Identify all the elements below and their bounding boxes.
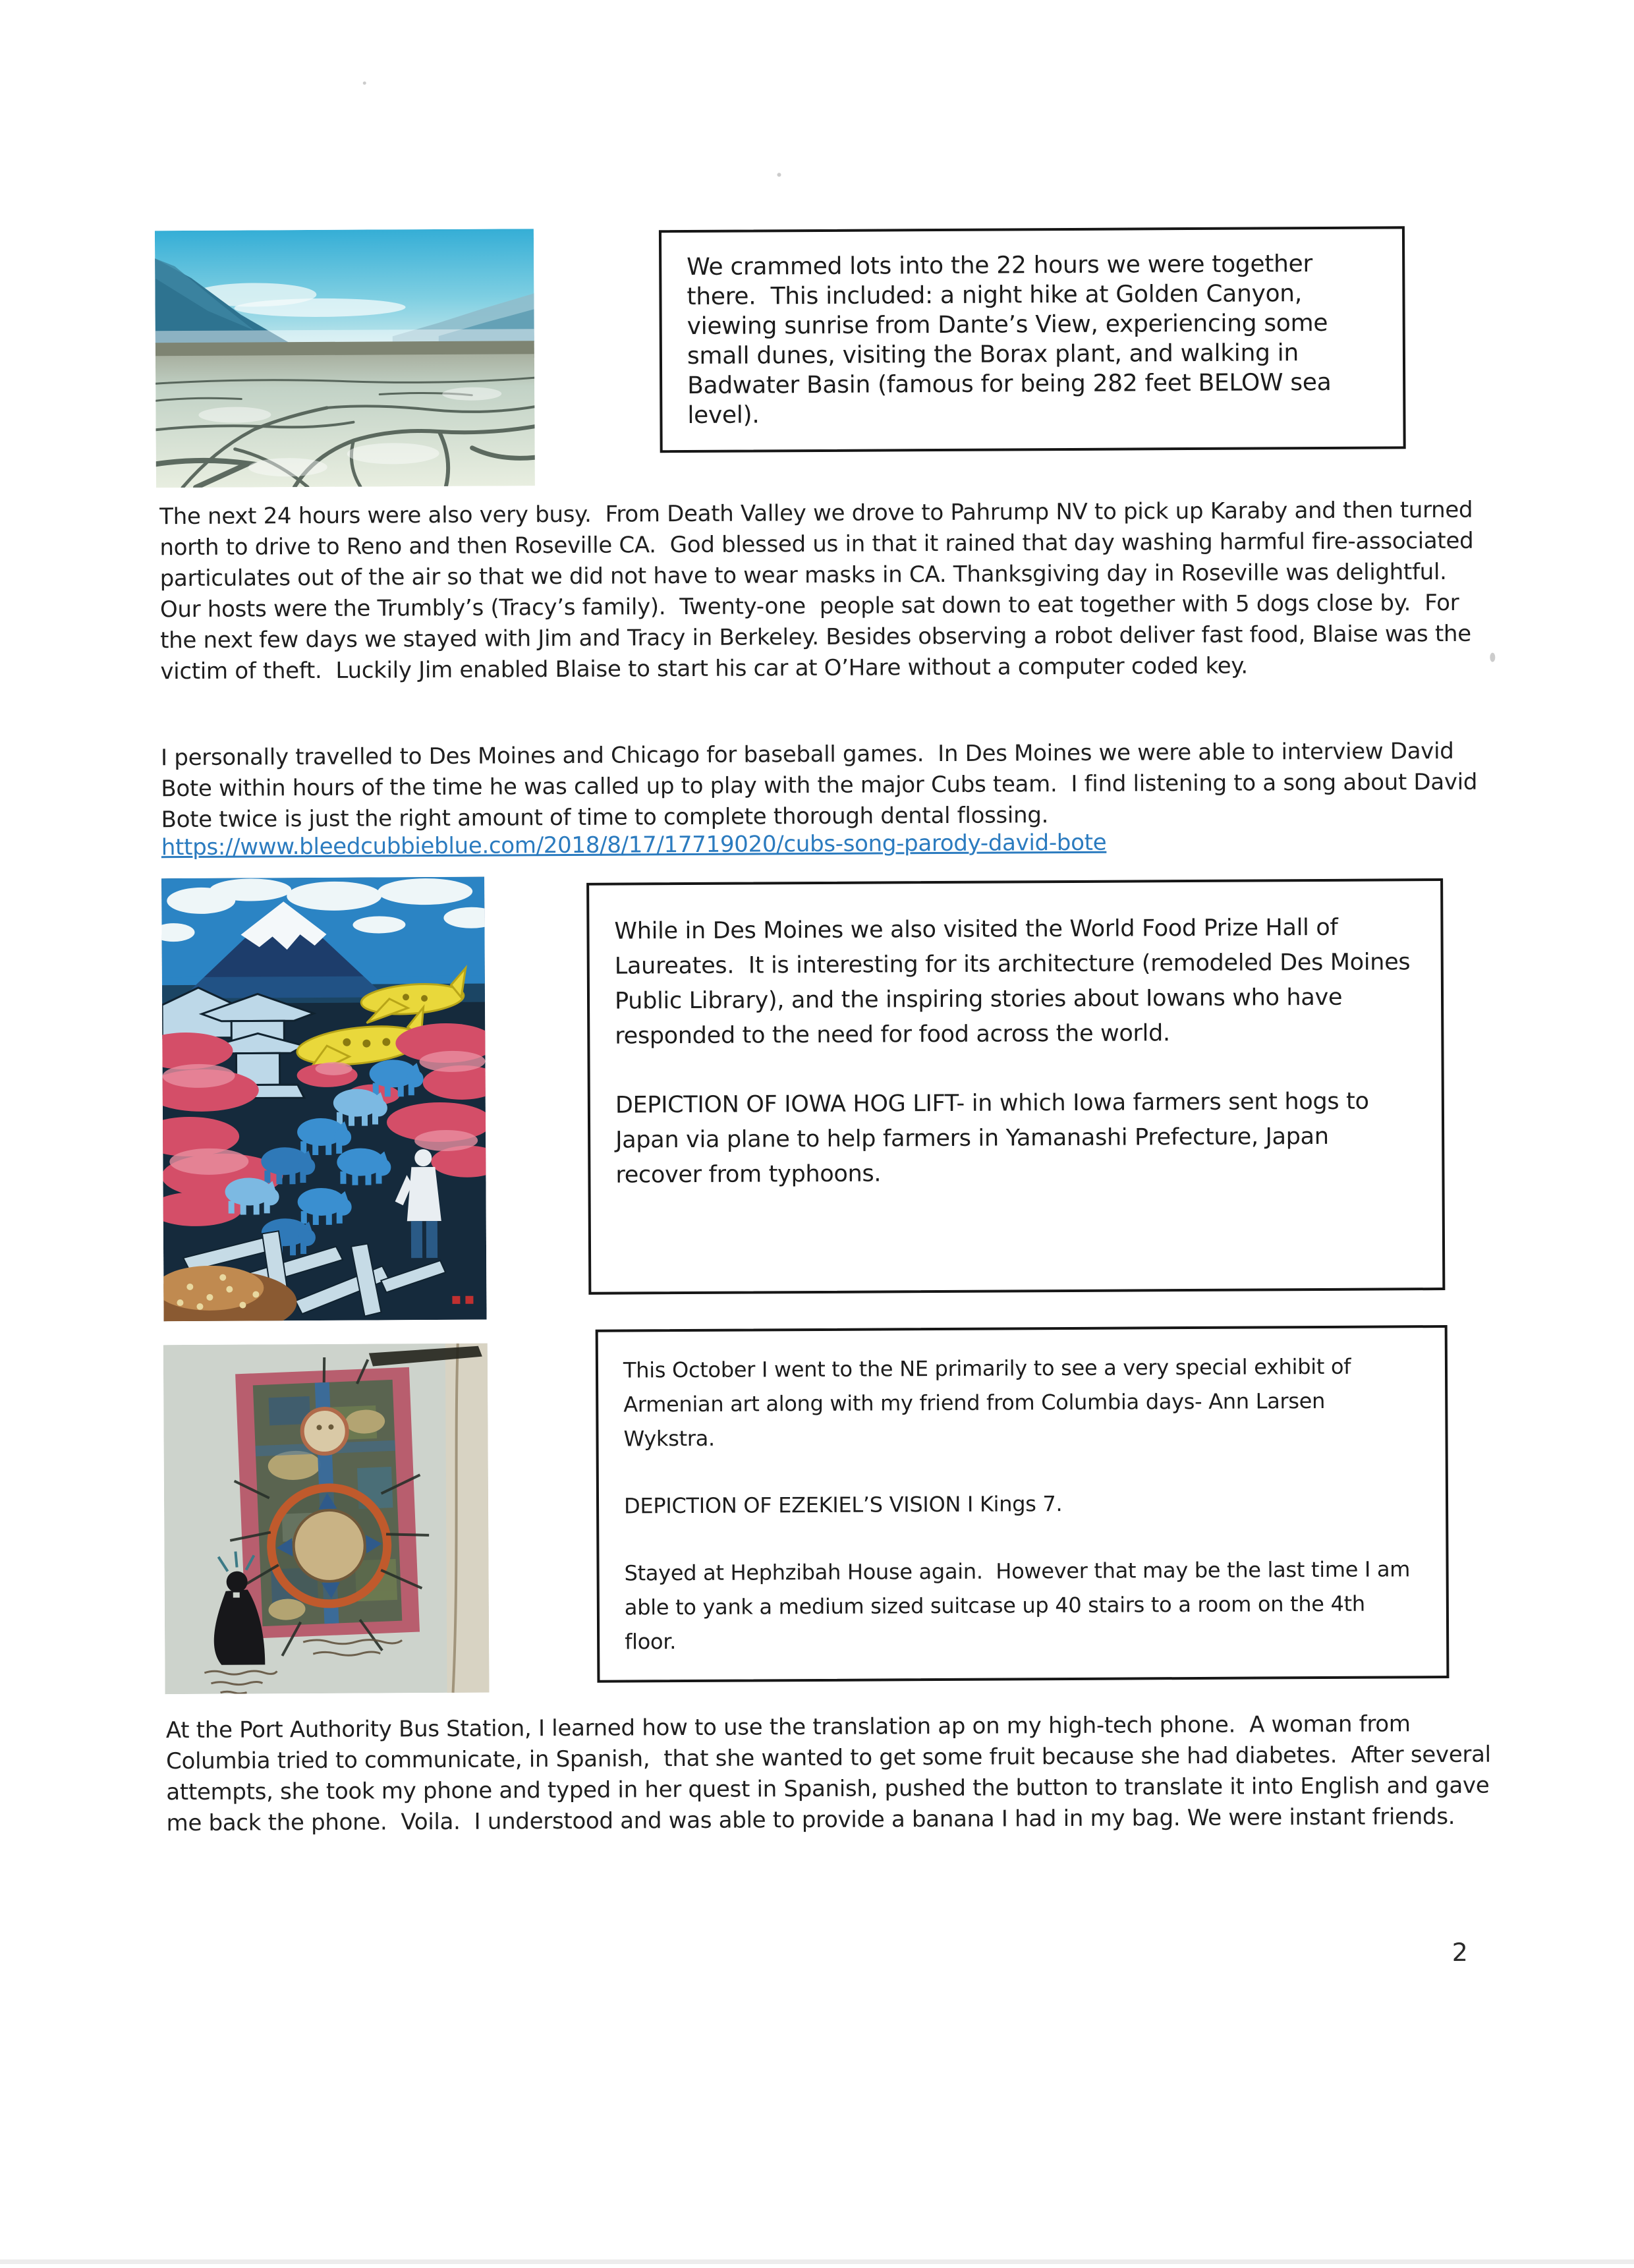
callout-hog-lift-caption: DEPICTION OF IOWA HOG LIFT- in which Iowa farmers sent hogs to Japan via plane to help farmers in Yamanashi Prefecture, Japan recover from typhoons. (615, 1088, 1376, 1189)
armenian-manuscript-image (163, 1344, 490, 1695)
callout-death-valley-text: We crammed lots into the 22 hours we were together there. This included: a night hike at Golden Canyon, viewing sunrise from Dante’s View, experiencing some small dunes, visiting the Borax plant, and walking in Badwater Basin (famous for being 282 feet BELOW sea level). (687, 250, 1339, 430)
iowa-hog-lift-print (161, 877, 487, 1322)
paragraph-port-authority: At the Port Authority Bus Station, I learned how to use the translation ap on my high-tech phone. A woman from Columbia tried to communicate, in Spanish, that she wanted to get some fruit because she had diabetes. After several attempts, she took my phone and typed in her quest in Spanish, pushed the button to translate it into English and gave me back the phone. Voila. I understood and was able to provide a banana I had in my bag. We were instant friends. (165, 1711, 1498, 1837)
paragraph-thanksgiving-trip: The next 24 hours were also very busy. From Death Valley we drove to Pahrump NV to pick up Karaby and then turned north to drive to Reno and then Roseville CA. God blessed us in that it rained that day washing harmful fire-associated particulates out of the air so that we did not have to wear masks in CA. Thanksgiving day in Roseville was delightful. Our hosts were the Trumbly’s (Tracy’s family). Twenty-one people sat down to eat together with 5 dogs close by. For the next few days we stayed with Jim and Tracy in Berkeley. Besides observing a robot deliver fast food, Blaise was the victim of theft. Luckily Jim enabled Blaise to start his car at O’Hare without a computer coded key. (159, 496, 1480, 685)
callout-world-food-prize-text: While in Des Moines we also visited the World Food Prize Hall of Laureates. It is interesting for its architecture (remodeled Des Moines Public Library), and the inspiring stories about Iowans who have responded to the need for food across the world. (614, 914, 1418, 1050)
cubs-song-parody-link[interactable]: https://www.bleedcubbieblue.com/2018/8/17/17719020/cubs-song-parody-david-bote (161, 829, 1107, 861)
scan-edge-shadow (0, 2259, 1634, 2264)
callout-death-valley (659, 226, 1406, 453)
callout-ezekiel-caption: DEPICTION OF EZEKIEL’S VISION I Kings 7. (623, 1491, 1063, 1519)
badwater-basin-photo (155, 229, 535, 488)
page-number: 2 (1451, 1937, 1468, 1967)
scan-speckle (363, 82, 366, 85)
callout-armenian-text: This October I went to the NE primarily to see a very special exhibit of Armenian art along with my friend from Columbia days- Ann Larsen Wykstra. (623, 1353, 1358, 1452)
callout-hephzibah-text: Stayed at Hephzibah House again. However that may be the last time I am able to yank a medium sized suitcase up 40 stairs to a room on the 4th floor. (624, 1556, 1417, 1655)
scan-speckle (777, 173, 781, 177)
scan-speckle (1490, 653, 1495, 662)
paragraph-baseball-trip: I personally travelled to Des Moines and Chicago for baseball games. In Des Moines we were able to interview David Bote within hours of the time he was called up to play with the major Cubs team. I find listening to a song about David Bote twice is just the right amount of time to complete thorough dental flossing. (161, 737, 1484, 834)
callout-world-food-prize (586, 878, 1445, 1295)
callout-armenian-exhibit (596, 1325, 1450, 1683)
